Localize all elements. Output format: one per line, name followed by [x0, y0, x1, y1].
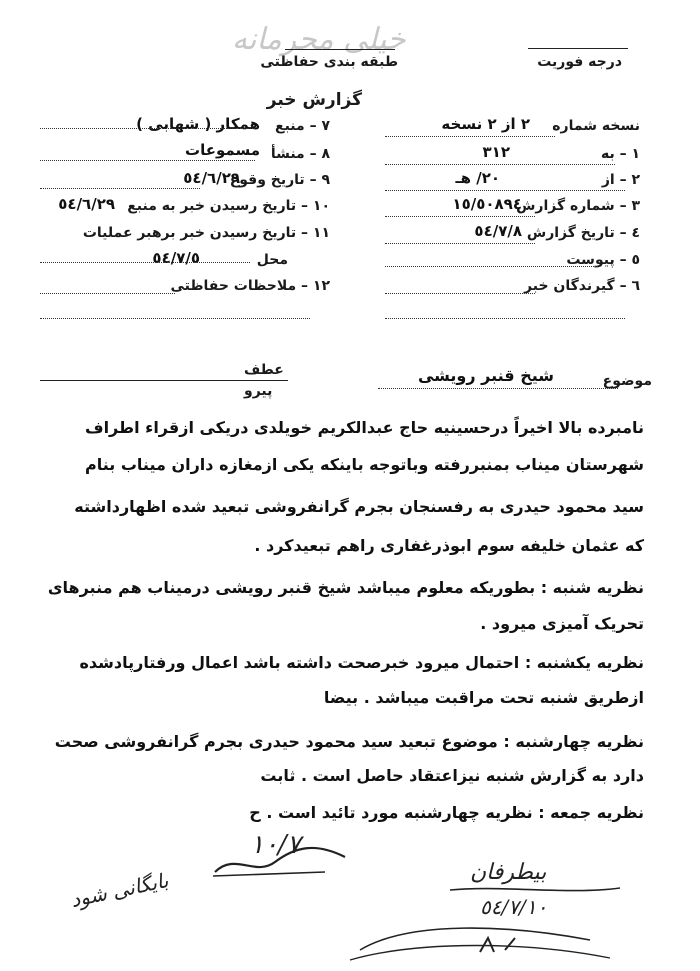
peyro-label: پیرو: [244, 383, 273, 399]
to-label: ١ – به: [600, 146, 640, 162]
body-line: سید محمود حیدری به رفسنجان بجرم گرانفروشی تبعید شده اظهارداشته: [74, 497, 644, 516]
ops-receipt-date-value: ٥٤/٧/٥: [152, 249, 200, 267]
occurrence-date-label: ٩ – تاریخ وقوع: [229, 172, 330, 188]
report-number-value: ١٥/٥٠٨٩٤: [452, 195, 522, 213]
body-line: نظریه شنبه : بطوریکه معلوم میباشد شیخ قنبر رویشی درمیناب هم منبرهای: [47, 578, 644, 597]
signature-left-date: ١٠/٧: [250, 830, 301, 860]
body-line: نظریه یکشنبه : احتمال میرود خبرصحت داشته باشد اعمال ورفتارپادشده: [79, 653, 644, 672]
source-receipt-date-value: ٥٤/٦/٢٩: [58, 195, 115, 213]
classification-stamp: خیلی محرمانه: [232, 22, 406, 57]
body-line: شهرستان میناب بمنبررفته وباتوجه باینکه یکی ازمغازه داران میناب بنام: [84, 455, 644, 474]
subject-label: موضوع: [602, 373, 652, 389]
place-label: محل: [256, 252, 288, 268]
security-notes-label: ١٢ – ملاحظات حفاظتی: [170, 278, 330, 294]
from-label: ٢ – از: [601, 172, 640, 188]
signature-right-icon: [330, 880, 630, 965]
urgency-label: درجه فوریت: [537, 54, 622, 70]
from-value: ٢٠/ هـ: [455, 169, 500, 187]
ops-receipt-date-label: ١١ – تاریخ رسیدن خبر برهبر عملیات: [82, 225, 330, 241]
attachment-label: ٥ – پیوست: [566, 252, 640, 268]
margin-note: بایگانی شود: [68, 867, 171, 913]
to-value: ٣١٢: [482, 143, 510, 161]
origin-value: مسموعات: [185, 141, 260, 159]
urgency-line: [528, 48, 628, 49]
classification-label: طبقه بندی حفاظتی: [260, 54, 398, 70]
classification-line: [285, 49, 395, 50]
report-title: گزارش خبر: [266, 90, 362, 110]
body-line: نامبرده بالا اخیراً درحسینیه حاج عبدالکریم خویلدی دریکی ازقراء اطراف: [84, 418, 644, 437]
atf-label: عطف: [244, 362, 284, 378]
body-line: دارد به گزارش شنبه نیزاعتقاد حاصل است . ثابت: [260, 766, 644, 785]
copy-number-label: نسخه شماره: [552, 118, 640, 134]
occurrence-date-value: ٥٤/٦/٢٩: [183, 169, 240, 187]
source-label: ٧ – منبع: [275, 118, 330, 134]
body-line: تحریک آمیزی میرود .: [480, 614, 644, 633]
signature-right-date: ٥٤/٧/١٠: [480, 895, 548, 919]
body-line: نظریه جمعه : نظریه چهارشنبه مورد تائید است . ح: [249, 803, 644, 822]
report-date-value: ٥٤/٧/٨: [474, 222, 522, 240]
body-line: نظریه چهارشنبه : موضوع تبعید سید محمود حیدری بجرم گرانفروشی صحت: [54, 732, 644, 751]
signature-right-name: بیطرفان: [470, 860, 547, 885]
origin-label: ٨ – منشأ: [270, 146, 330, 162]
source-receipt-date-label: ١٠ – تاریخ رسیدن خبر به منبع: [127, 198, 330, 214]
subject-value: شیخ قنبر رویشی: [417, 366, 554, 385]
signature-left-icon: [205, 832, 355, 882]
body-line: ازطریق شنبه تحت مراقبت میباشد . بیضا: [323, 688, 644, 707]
copy-number-value: ٢ از ٢ نسخه: [441, 115, 530, 133]
report-number-label: ٣ – شماره گزارش: [516, 198, 640, 214]
source-value: همکار ( شهابی ): [136, 115, 260, 133]
report-date-label: ٤ – تاریخ گزارش: [526, 225, 640, 241]
recipients-label: ٦ – گیرندگان خبر: [524, 278, 640, 294]
body-line: که عثمان خلیفه سوم ابوذرغفاری راهم تبعیدکرد .: [254, 536, 644, 555]
